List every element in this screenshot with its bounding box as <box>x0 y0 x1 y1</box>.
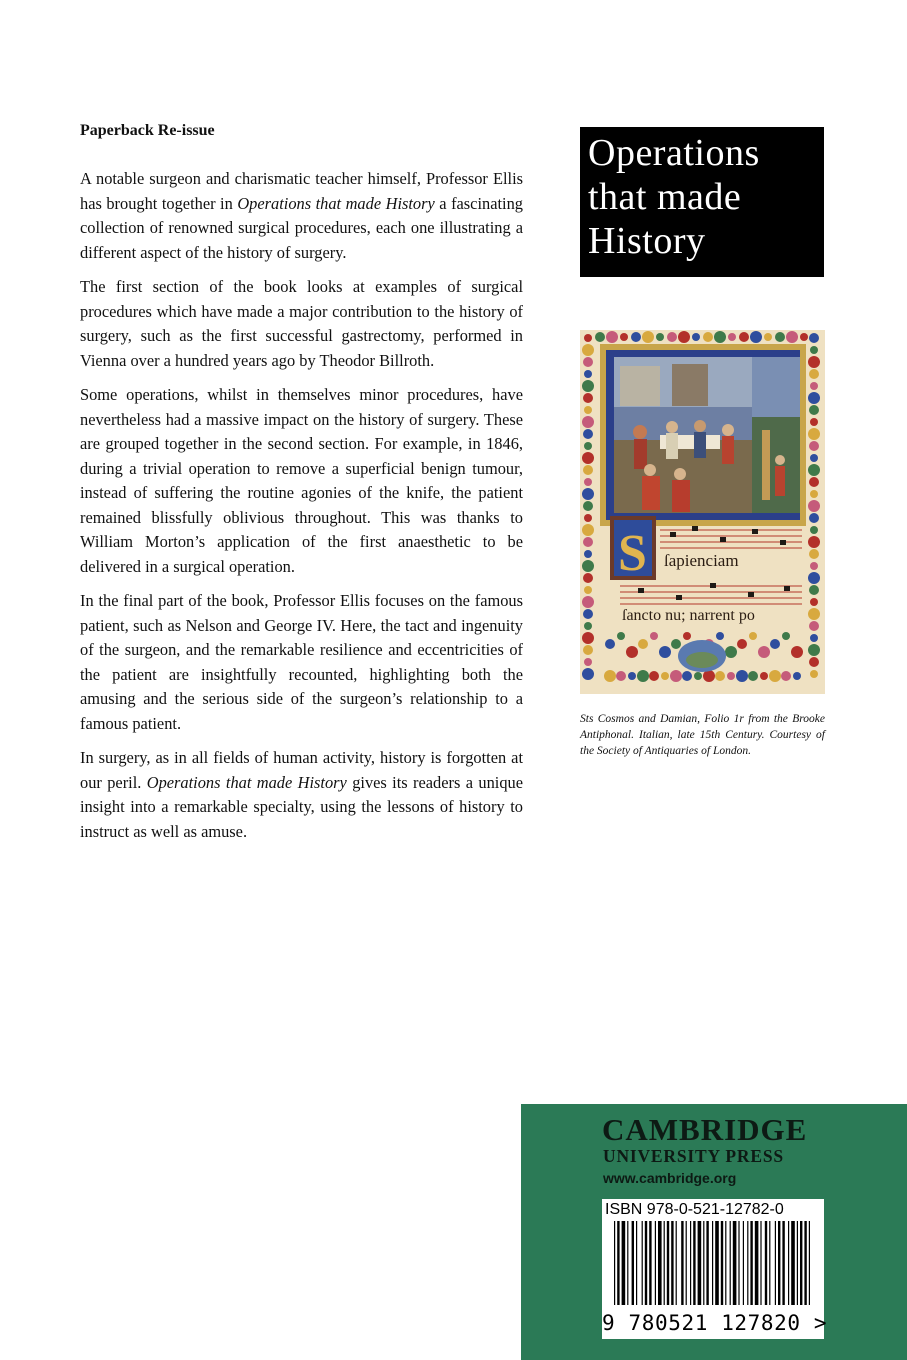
manuscript-line-2: ſancto nu; narrent po <box>622 607 755 624</box>
blurb-paragraph-5: In surgery, as in all fields of human activity, history is forgotten at our peril. Operations that made History gives its readers a unique insight into a remarkable specialty, using the lessons of history to instruct as well as amuse. <box>80 748 523 841</box>
book-title-block <box>580 127 824 277</box>
blurb-paragraph-1: A notable surgeon and charismatic teacher himself, Professor Ellis has brought together in Operations that made History a fascinating collection of renowned surgical procedures, each one illustrating a different aspect of the history of surgery. <box>80 169 523 262</box>
publisher-url: www.cambridge.org <box>603 1170 737 1186</box>
title-line-3: History <box>588 220 706 262</box>
blurb-paragraph-2: The first section of the book looks at examples of surgical procedures which have made a major contribution to the history of surgery, such as the first successful gastrectomy, performed in Vienna over a hundred years ago by Theodor Billroth. <box>80 277 523 370</box>
manuscript-illustration <box>580 330 825 694</box>
barcode-digits: 9 780521 127820 > <box>602 1311 828 1335</box>
reissue-label: Paperback Re-issue <box>80 122 215 139</box>
book-title-italic: Operations that made History <box>146 772 347 792</box>
isbn-number: ISBN 978-0-521-12782-0 <box>605 1201 784 1218</box>
title-line-1: Operations <box>588 132 760 174</box>
blurb-paragraph-4: In the final part of the book, Professor Ellis focuses on the famous patient, such as Nelson and George IV. Here, the tact and ingenuity of the surgeon, and the remarkable resilience and eccentricities of the patient are insightfully recounted, highlighting both the amusing and the serious side of the surgeon’s relationship to a famous patient. <box>80 591 523 733</box>
blurb <box>80 167 523 844</box>
manuscript-line-1: ſapienciam <box>664 551 739 570</box>
book-title-italic: Operations that made History <box>237 193 435 213</box>
illustration-caption: Sts Cosmos and Damian, Folio 1r from the Brooke Antiphonal. Italian, late 15th Century. Courtesy of the Society of Antiquaries of London. <box>580 713 825 757</box>
isbn-barcode <box>602 1199 828 1339</box>
svg-text:S: S <box>618 525 647 582</box>
publisher-panel <box>521 1104 907 1360</box>
publisher-name: CAMBRIDGE <box>602 1112 808 1147</box>
title-line-2: that made <box>588 176 742 218</box>
illumination-art <box>580 330 825 694</box>
publisher-subname: UNIVERSITY PRESS <box>603 1146 784 1166</box>
back-cover-text <box>80 122 523 854</box>
barcode-bars-icon <box>602 1221 824 1311</box>
blurb-paragraph-3: Some operations, whilst in themselves minor procedures, have nevertheless had a massive impact on the history of surgery. These are grouped together in the second section. For example, in 1846, during a trivial operation to remove a superficial benign tumour, instead of suffering the routine agonies of the knife, the patient remained blissfully oblivious throughout. This was thanks to William Morton’s application of the first anaesthetic to be delivered in a surgical operation. <box>80 385 523 576</box>
